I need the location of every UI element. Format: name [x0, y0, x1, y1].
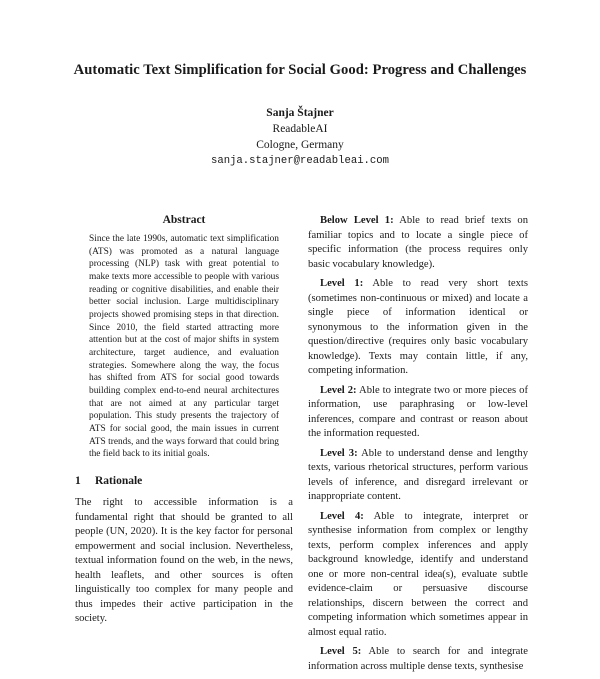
- author-affiliation: ReadableAI: [272, 123, 328, 135]
- level-item: [308, 447, 528, 505]
- abstract-text: Since the late 1990s, automatic text simplification (ATS) was promoted as a natural language processing (NLP) task with great potential to make texts more accessible to people with various reading or cognitive disabilities, and enable their better social inclusion. Large multidisciplinary projects showed promising steps in that direction. Since 2010, the field started attracting more attention but at the cost of major shifts in system architecture, target audience, and evaluation strategies. Somewhere along the way, the focus has shifted from ATS for social good towards building complex end-to-end neural architectures that are not aimed at any particular target population. This study presents the trajectory of ATS for social good, the main issues in current ATS trends, and the ways forward that could bring the field back to its initial goals.: [89, 234, 279, 460]
- level-label: Level 2:: [320, 384, 357, 396]
- literacy-levels-list: [308, 214, 528, 679]
- section-heading: [75, 475, 293, 487]
- level-text: Able to integrate two or more pieces of information, use paraphrasing or low-level inferences, compare and contrast or reason about the information requested.: [308, 384, 528, 439]
- author-location: Cologne, Germany: [256, 139, 344, 151]
- level-label: Below Level 1:: [320, 215, 394, 226]
- level-item: [308, 510, 528, 641]
- author-name: Sanja Štajner: [266, 107, 334, 119]
- level-item: [308, 277, 528, 379]
- section-title: Rationale: [95, 475, 143, 487]
- paper-title: Automatic Text Simplification for Social Good: Progress and Challenges: [73, 62, 527, 78]
- level-label: Level 3:: [320, 447, 358, 459]
- level-label: Level 1:: [320, 278, 364, 289]
- author-block: [0, 105, 600, 169]
- level-item: [308, 384, 528, 442]
- level-label: Level 4:: [320, 510, 364, 522]
- level-label: Level 5:: [320, 646, 362, 657]
- level-text: Able to read very short texts (sometimes non-continuous or mixed) and locate a single piece of information identical or synonymous to the information given in the question/directive (requires only basic vocabulary knowledge). Texts may contain little, if any, competing information.: [308, 278, 528, 376]
- level-text: Able to read brief texts on familiar topics and to locate a single piece of specific information (the process requires only basic vocabulary knowledge).: [308, 215, 528, 270]
- author-email[interactable]: sanja.stajner@readableai.com: [210, 155, 389, 167]
- section-body-text: The right to accessible information is a fundamental right that should be granted to all people (UN, 2020). It is the key factor for personal empowerment and social inclusion. Nevertheless, textual information found on the web, in the news, health leaflets, and other sources is often linguistically too complex for many people and thus impedes their active participation in the society.: [75, 497, 293, 624]
- level-text: Able to integrate, interpret or synthesise information from complex or lengthy texts, perform complex inferences and apply background knowledge, identify and understand one or more non-central idea(s), evaluate subtle evidence-claim or persuasive discourse relationships, discern between the correct and competing information which sometimes appear in almost equal ratio.: [308, 510, 528, 638]
- level-item: [308, 214, 528, 272]
- level-text: Able to understand dense and lengthy texts, various rhetorical structures, perform various levels of inference, and disregard irrelevant or inappropriate content.: [308, 447, 529, 502]
- abstract-heading: Abstract: [162, 214, 206, 226]
- level-item: [308, 645, 528, 674]
- section-number: 1: [75, 475, 81, 487]
- level-text: Able to search for and integrate information across multiple dense texts, synthesise: [308, 646, 528, 672]
